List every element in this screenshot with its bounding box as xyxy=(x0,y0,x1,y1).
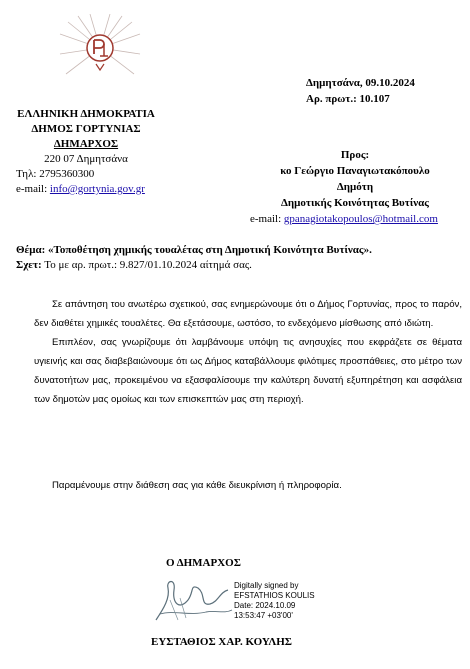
sender-block xyxy=(16,107,156,197)
protocol-number: Αρ. πρωτ.: 10.107 xyxy=(306,93,390,105)
recipient-email-label: e-mail: xyxy=(250,213,284,225)
recipient-email-link[interactable]: gpanagiotakopoulos@hotmail.com xyxy=(283,213,438,225)
signature-title: Ο ΔΗΜΑΡΧΟΣ xyxy=(166,557,241,569)
subject-label: Θέμα: xyxy=(16,244,46,256)
handwritten-signature xyxy=(150,570,240,625)
body-paragraph-1: Σε απάντηση του ανωτέρω σχετικού, σας ενημερώνουμε ότι ο Δήμος Γορτυνίας, προς το παρόν, δεν διαθέτει χημικές τουαλέτες. Θα εξετάσουμε, ωστόσο, το ενδεχόμενο μίσθωσης από ιδιώτη. xyxy=(34,299,462,329)
recipient-block xyxy=(240,147,470,227)
sender-address: 220 07 Δημητσάνα xyxy=(44,153,128,165)
digital-signed-by: Digitally signed by xyxy=(234,581,299,590)
sender-municipality: ΔΗΜΟΣ ΓΟΡΤΥΝΙΑΣ xyxy=(31,123,141,135)
sender-email-label: e-mail: xyxy=(16,183,50,195)
letter-body xyxy=(34,295,462,409)
sender-email-line xyxy=(16,182,156,197)
sender-republic: ΕΛΛΗΝΙΚΗ ΔΗΜΟΚΡΑΤΙΑ xyxy=(17,108,155,120)
digital-sign-date: Date: 2024.10.09 xyxy=(234,601,296,610)
subject-line xyxy=(16,243,372,258)
closing-paragraph: Παραμένουμε στην διάθεση σας για κάθε διευκρίνιση ή πληροφορία. xyxy=(52,480,342,491)
place-date: Δημητσάνα, 09.10.2024 xyxy=(306,77,415,89)
sender-phone: Τηλ: 2795360300 xyxy=(16,168,95,180)
recipient-to-label: Προς: xyxy=(340,149,370,161)
digital-signer-name: EFSTATHIOS KOULIS xyxy=(234,591,315,600)
subject-block xyxy=(16,243,372,273)
recipient-role: Δημότη xyxy=(336,181,374,193)
recipient-name: κο Γεώργιο Παναγιωτακόπουλο xyxy=(280,165,430,177)
municipality-logo xyxy=(58,14,142,82)
digital-sign-time: 13:53:47 +03'00' xyxy=(234,611,293,620)
reference-line xyxy=(16,258,372,273)
reference-label: Σχετ: xyxy=(16,259,42,271)
sender-email-link[interactable]: info@gortynia.gov.gr xyxy=(49,183,145,195)
sender-mayor: ΔΗΜΑΡΧΟΣ xyxy=(53,138,119,150)
reference-text: Το με αρ. πρωτ.: 9.827/01.10.2024 αίτημά σας. xyxy=(44,259,252,271)
recipient-community: Δημοτικής Κοινότητας Βυτίνας xyxy=(281,197,429,209)
subject-text: «Τοποθέτηση χημικής τουαλέτας στη Δημοτική Κοινότητα Βυτίνας». xyxy=(48,244,372,256)
recipient-email-line xyxy=(250,211,470,227)
digital-signature-text xyxy=(234,581,315,621)
mayor-name: ΕΥΣΤΑΘΙΟΣ ΧΑΡ. ΚΟΥΛΗΣ xyxy=(151,636,292,648)
body-paragraph-2: Επιπλέον, σας γνωρίζουμε ότι λαμβάνουμε υπόψη τις ανησυχίες που εκφράζετε σε θέματα υγιεινής και σας διαβεβαιώνουμε ότι ως Δήμος καταβάλλουμε φιλότιμες προσπάθειες, στο μέτρο των δυνατοτήτων μας, προκειμένου να εξασφαλίσουμε την καλύτερη δυνατή εξυπηρέτηση και ασφάλεια των δημοτών μας ομοίως και των επισκεπτών μας στη περιοχή. xyxy=(34,337,462,405)
date-protocol-block xyxy=(306,75,415,107)
